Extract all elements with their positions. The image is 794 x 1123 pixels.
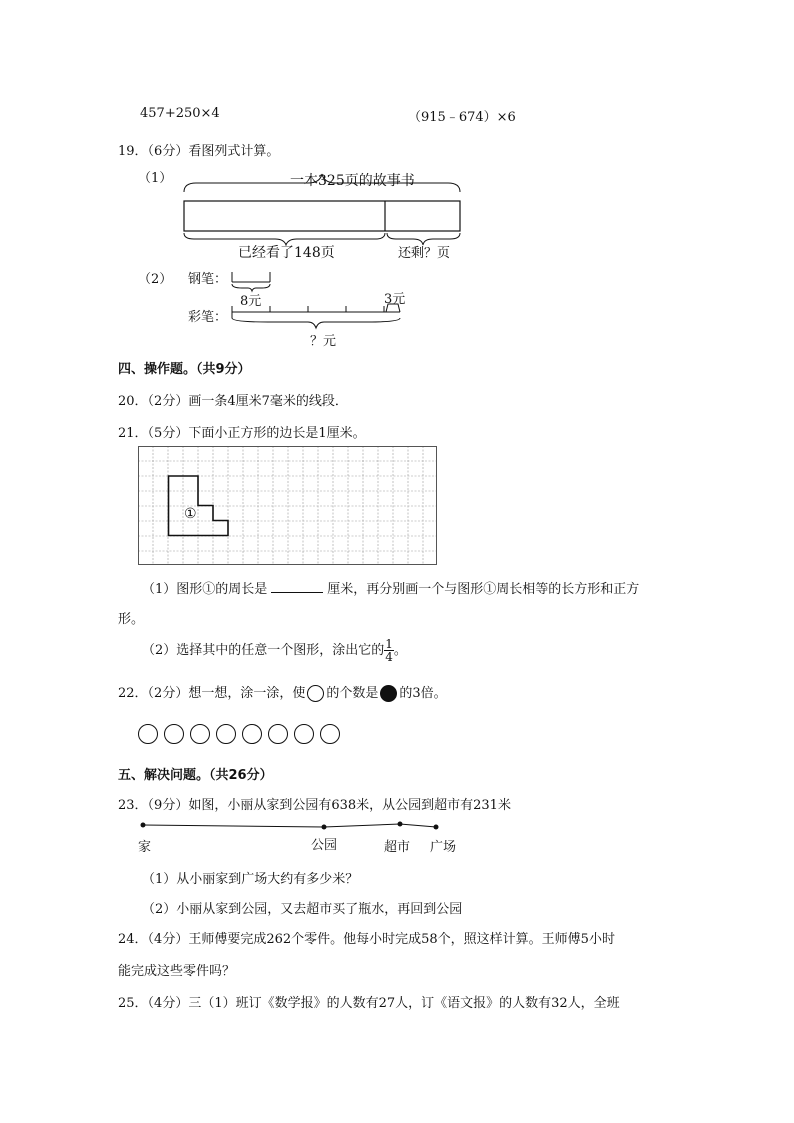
q21-part1-prefix: （1）图形①的周长是 [142, 582, 268, 597]
q21-part2-prefix: （2）选择其中的任意一个图形，涂出它的 [142, 643, 385, 658]
extra-price: 3元 [384, 292, 406, 307]
q22-text-b: 的个数是 [326, 686, 379, 701]
question-19-title: 19．（6分）看图列式计算。 [118, 144, 280, 159]
book-total-label: 一本325页的故事书 [290, 173, 415, 189]
q21-part1-suffix: 厘米，再分别画一个与图形①周长相等的长方形和正方 [327, 582, 640, 597]
q19-part1-label: （1） [138, 171, 173, 186]
q23-sub2: （2）小丽从家到公园，又去超市买了瓶水，再回到公园 [142, 902, 463, 917]
paintable-circle[interactable] [320, 724, 340, 744]
paintable-circle[interactable] [268, 724, 288, 744]
q19-part2-label: （2） [138, 272, 173, 287]
paintable-circle[interactable] [190, 724, 210, 744]
expression-right: （915﹣674）×6 [408, 110, 516, 125]
pen-price: 8元 [240, 294, 262, 309]
q22-text-c: 的3倍。 [399, 686, 447, 701]
fraction-one-quarter [384, 638, 394, 663]
q21-part1 [142, 578, 639, 597]
q21-part1-cont: 形。 [118, 612, 145, 627]
shape-1-label: ① [184, 506, 197, 522]
question-22 [118, 682, 447, 702]
pages-read-label: 已经看了148页 [238, 245, 335, 261]
park-label: 公园 [311, 838, 338, 853]
section-4-title: 四、操作题。（共9分） [118, 362, 251, 377]
filled-circle-icon [380, 685, 397, 702]
pages-left-label: 还剩？页 [398, 246, 451, 261]
q21-part2-suffix: 。 [393, 643, 407, 658]
color-pen-label: 彩笔： [188, 310, 228, 325]
square-label: 广场 [430, 840, 457, 855]
expression-left: 457+250×4 [140, 106, 220, 121]
pen-label: 钢笔： [188, 272, 228, 287]
paintable-circle[interactable] [242, 724, 262, 744]
home-label: 家 [138, 840, 152, 855]
fraction-numerator: 1 [385, 637, 393, 651]
paintable-circle[interactable] [138, 724, 158, 744]
route-map [138, 818, 448, 838]
answer-blank[interactable] [271, 578, 323, 593]
paintable-circle[interactable] [216, 724, 236, 744]
question-21: 21．（5分）下面小正方形的边长是1厘米。 [118, 426, 366, 441]
pen-bar-diagram [228, 268, 418, 338]
paintable-circle[interactable] [164, 724, 184, 744]
section-5-title: 五、解决问题。（共26分） [118, 768, 273, 783]
paintable-circle[interactable] [294, 724, 314, 744]
q23-sub1: （1）从小丽家到广场大约有多少米？ [142, 872, 359, 887]
hollow-circle-icon [307, 685, 324, 702]
question-24-line2: 能完成这些零件吗？ [118, 964, 236, 979]
circle-row [138, 724, 340, 744]
unknown-price: ？元 [310, 334, 337, 349]
fraction-denominator: 4 [385, 650, 393, 664]
question-25-line1: 25．（4分）三（1）班订《数学报》的人数有27人，订《语文报》的人数有32人，全班 [118, 996, 620, 1011]
q21-part2 [142, 638, 407, 663]
question-20: 20．（2分）画一条4厘米7毫米的线段． [118, 394, 348, 409]
q22-text-a: 22．（2分）想一想，涂一涂，使 [118, 686, 306, 701]
question-24-line1: 24．（4分）王师傅要完成262个零件。他每小时完成58个，照这样计算。王师傅5小时 [118, 932, 615, 947]
grid-paper [138, 446, 438, 566]
market-label: 超市 [384, 840, 411, 855]
question-23: 23．（9分）如图，小丽从家到公园有638米，从公园到超市有231米 [118, 798, 511, 813]
